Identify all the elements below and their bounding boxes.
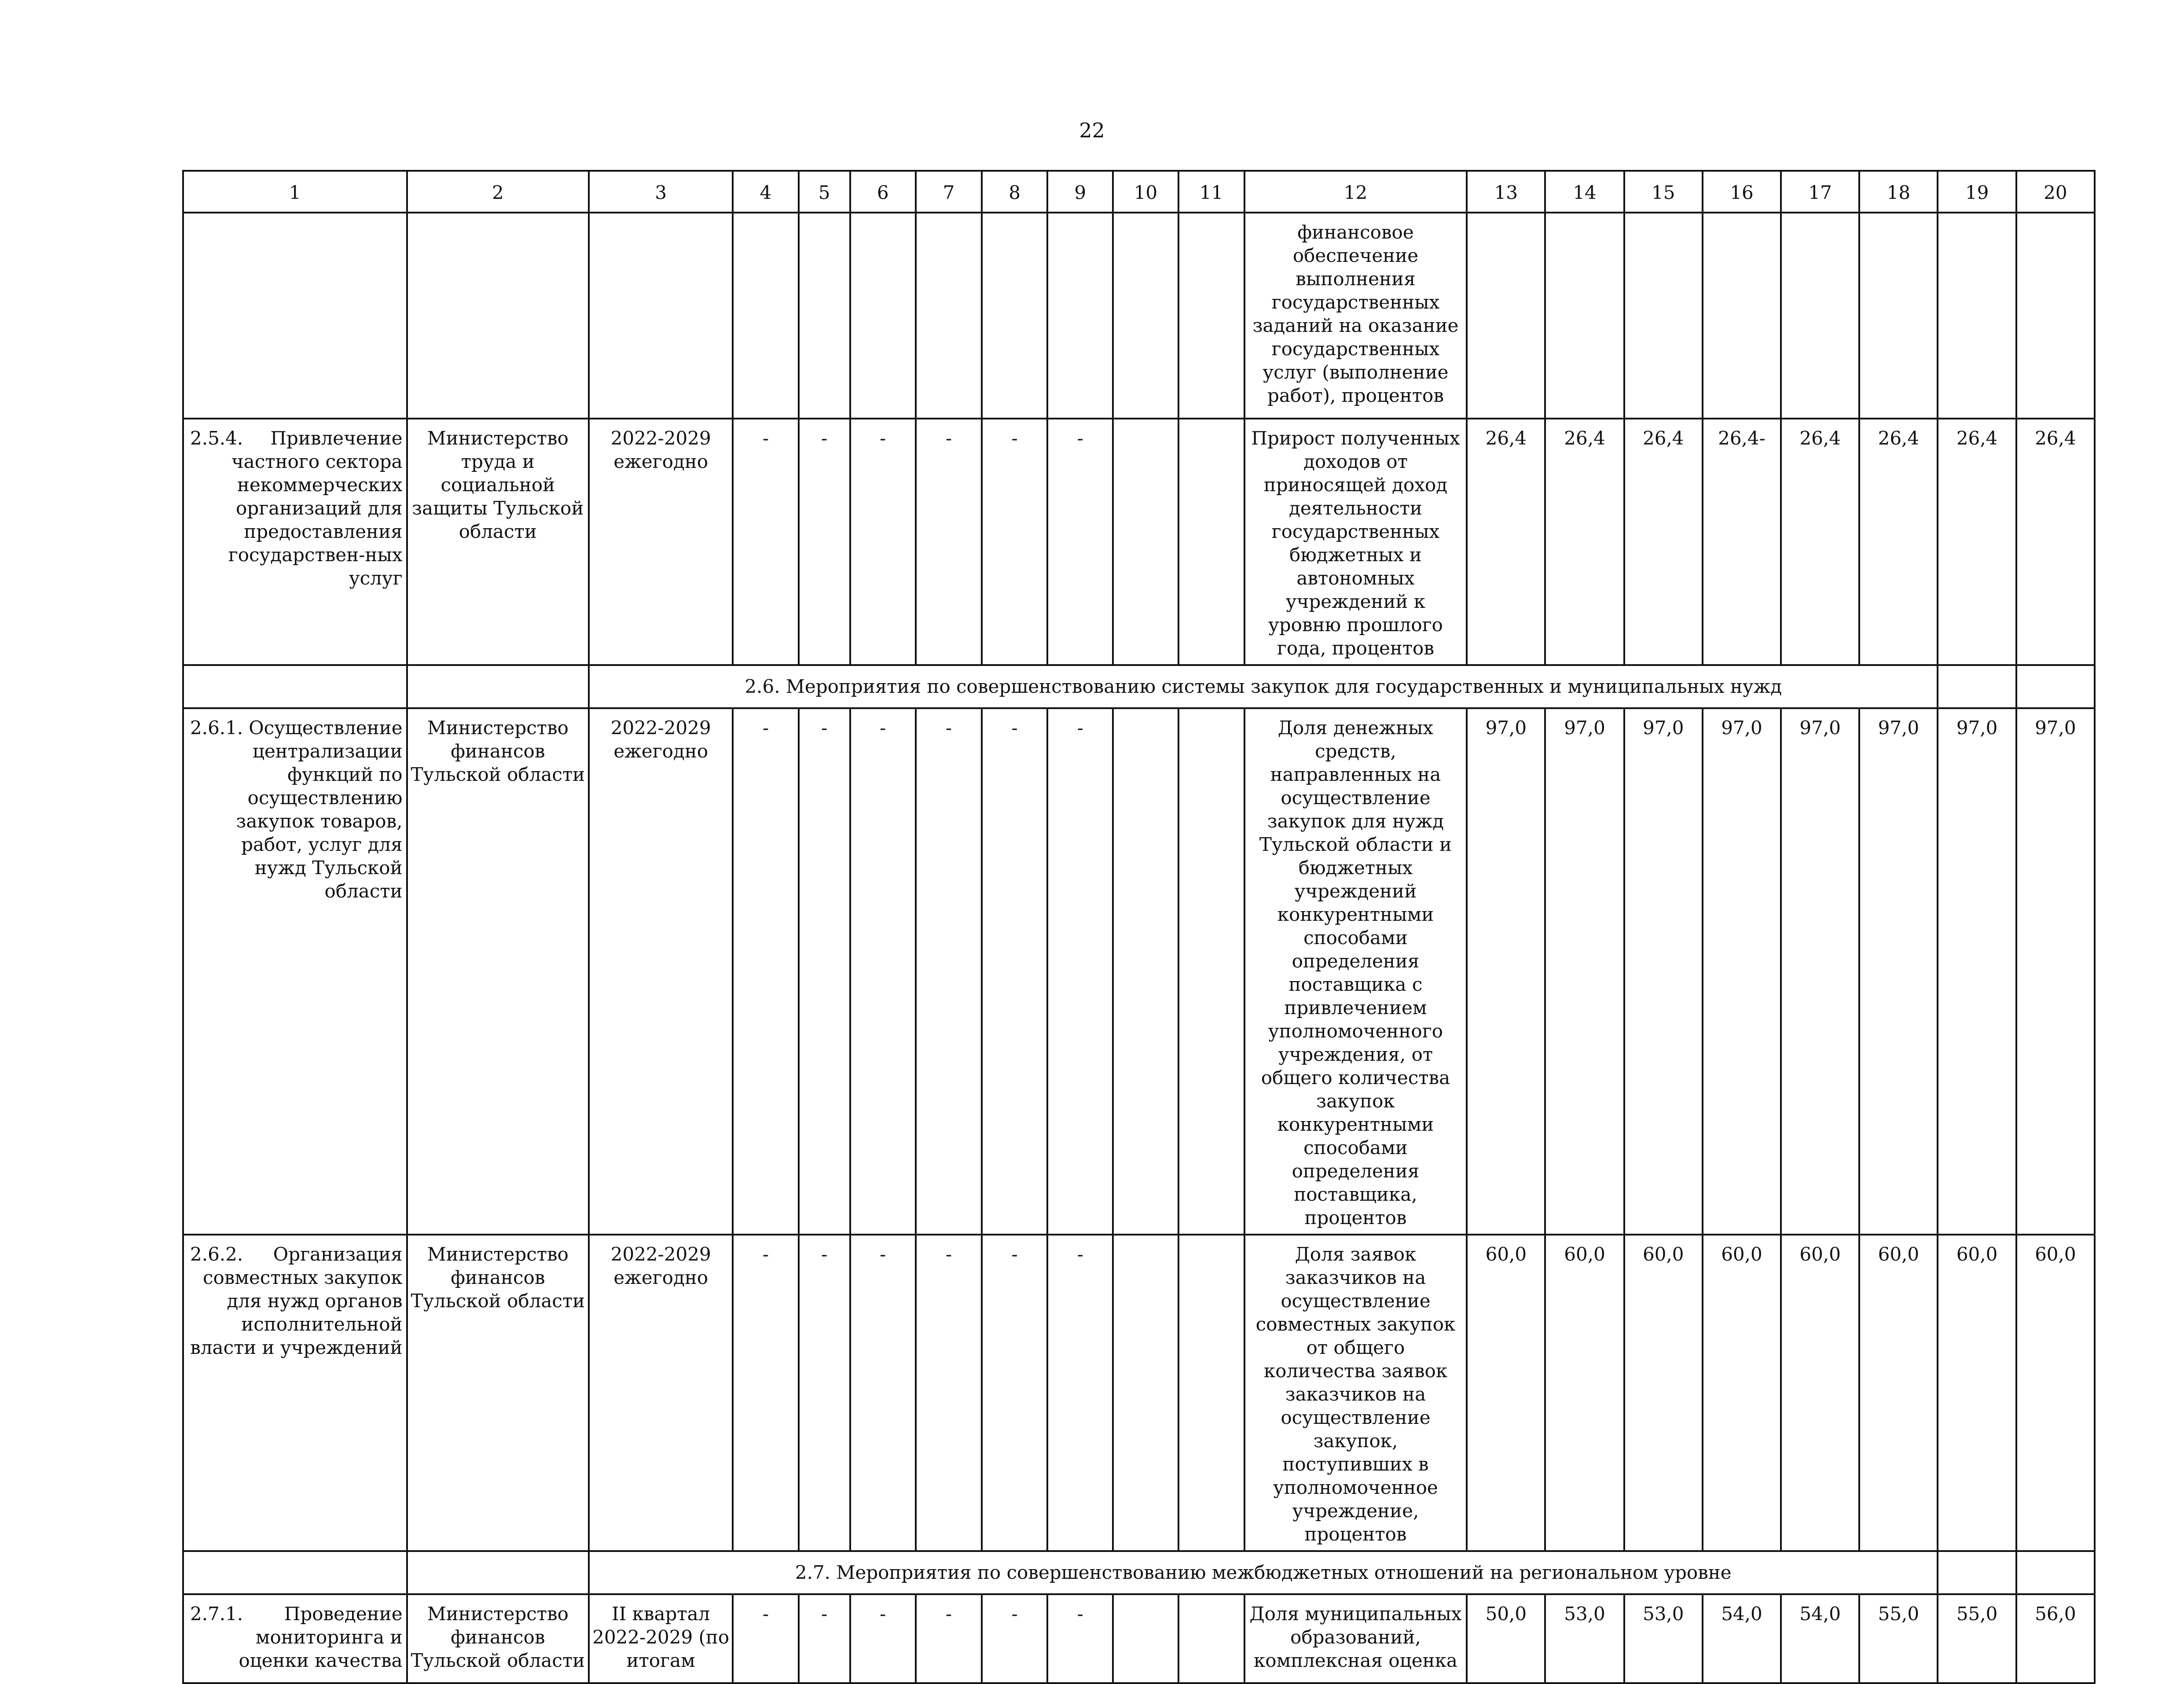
- table-cell: [1781, 213, 1859, 419]
- measure-number: 2.7.1.: [190, 1603, 243, 1625]
- table-cell: [1859, 213, 1938, 419]
- value-cell: 60,0: [1703, 1235, 1781, 1551]
- table-cell: [2016, 213, 2095, 419]
- table-cell: [1113, 1235, 1178, 1551]
- indicator-cell: Доля муниципальных образований, комплексная оценка: [1244, 1594, 1467, 1683]
- header-cell: 7: [916, 171, 982, 213]
- table-cell: -: [850, 708, 916, 1235]
- section-title: 2.7. Мероприятия по совершенствованию межбюджетных отношений на региональном уровне: [589, 1551, 1938, 1594]
- table-cell: [1113, 1594, 1178, 1683]
- table-cell: [1178, 1594, 1244, 1683]
- table-cell: -: [799, 1235, 850, 1551]
- value-cell: 60,0: [2016, 1235, 2095, 1551]
- value-cell: 50,0: [1467, 1594, 1545, 1683]
- measure-name-cell: [183, 708, 407, 1235]
- page-number: 22: [1079, 118, 1105, 142]
- table-row: [183, 213, 2095, 419]
- table-cell: [1938, 665, 2016, 708]
- header-cell: 14: [1545, 171, 1624, 213]
- header-cell: 11: [1178, 171, 1244, 213]
- table-cell: [407, 665, 589, 708]
- measure-name: Осуществление централизации функций по осуществлению закупок товаров, работ, услуг для нужд Тульской области: [236, 717, 403, 902]
- executor-cell: Министерство финансов Тульской области: [407, 1594, 589, 1683]
- table-cell: -: [799, 419, 850, 665]
- table-cell: -: [850, 1594, 916, 1683]
- header-cell: 15: [1624, 171, 1703, 213]
- table-cell: -: [733, 708, 798, 1235]
- measure-name-cell: [183, 419, 407, 665]
- section-row: [183, 1551, 2095, 1594]
- header-cell: 17: [1781, 171, 1859, 213]
- indicator-cell: финансовое обеспечение выполнения государственных заданий на оказание государственных услуг (выполнение работ), процентов: [1244, 213, 1467, 419]
- table-cell: [799, 213, 850, 419]
- table-cell: [183, 213, 407, 419]
- table-cell: [1178, 1235, 1244, 1551]
- table-header-row: [183, 171, 2095, 213]
- table-row: [183, 1594, 2095, 1683]
- value-cell: 56,0: [2016, 1594, 2095, 1683]
- value-cell: 60,0: [1859, 1235, 1938, 1551]
- table-cell: [1113, 708, 1178, 1235]
- table-cell: -: [733, 1594, 798, 1683]
- header-cell: 4: [733, 171, 798, 213]
- table-cell: [183, 1551, 407, 1594]
- value-cell: 97,0: [1938, 708, 2016, 1235]
- header-cell: 1: [183, 171, 407, 213]
- period-cell: 2022-2029 ежегодно: [589, 1235, 733, 1551]
- table-cell: [407, 1551, 589, 1594]
- value-cell: 60,0: [1545, 1235, 1624, 1551]
- table-row: [183, 1235, 2095, 1551]
- value-cell: 54,0: [1703, 1594, 1781, 1683]
- indicator-cell: Доля заявок заказчиков на осуществление совместных закупок от общего количества заявок заказчиков на осуществление закупок, поступивших в уполномоченное учреждение, процентов: [1244, 1235, 1467, 1551]
- table-cell: [916, 213, 982, 419]
- table-cell: -: [799, 708, 850, 1235]
- table-row: [183, 708, 2095, 1235]
- measure-name-cell: [183, 1235, 407, 1551]
- period-cell: II квартал 2022-2029 (по итогам: [589, 1594, 733, 1683]
- value-cell: 97,0: [1545, 708, 1624, 1235]
- measure-name-cell: [183, 1594, 407, 1683]
- value-cell: 26,4: [1938, 419, 2016, 665]
- value-cell: 26,4: [1624, 419, 1703, 665]
- section-row: [183, 665, 2095, 708]
- value-cell: 60,0: [1938, 1235, 2016, 1551]
- table-cell: -: [916, 1594, 982, 1683]
- value-cell: 97,0: [1703, 708, 1781, 1235]
- table-cell: [1113, 213, 1178, 419]
- indicator-cell: Доля денежных средств, направленных на осуществление закупок для нужд Тульской области и бюджетных учреждений конкурентными способами определения поставщика с привлечением уполномоченного учреждения, от общего количества закупок конкурентными способами определения поставщика, процентов: [1244, 708, 1467, 1235]
- header-cell: 2: [407, 171, 589, 213]
- table-cell: -: [1047, 1235, 1113, 1551]
- value-cell: 60,0: [1624, 1235, 1703, 1551]
- table-cell: -: [733, 419, 798, 665]
- table-cell: -: [982, 708, 1047, 1235]
- indicator-cell: Прирост полученных доходов от приносящей доход деятельности государственных бюджетных и автономных учреждений к уровню прошлого года, процентов: [1244, 419, 1467, 665]
- table-cell: -: [982, 419, 1047, 665]
- table-cell: [1047, 213, 1113, 419]
- program-measures-table: [182, 170, 2096, 1684]
- value-cell: 53,0: [1545, 1594, 1624, 1683]
- table-cell: [1113, 419, 1178, 665]
- table-cell: [589, 213, 733, 419]
- header-cell: 9: [1047, 171, 1113, 213]
- table-cell: [1545, 213, 1624, 419]
- value-cell: 60,0: [1467, 1235, 1545, 1551]
- measure-name: Организация совместных закупок для нужд органов исполнительной власти и учреждений: [190, 1243, 403, 1358]
- value-cell: 26,4: [1781, 419, 1859, 665]
- table-cell: [1178, 419, 1244, 665]
- table-cell: [1178, 213, 1244, 419]
- program-table-container: [182, 170, 2096, 1684]
- table-cell: [850, 213, 916, 419]
- value-cell: 97,0: [2016, 708, 2095, 1235]
- table-cell: [183, 665, 407, 708]
- value-cell: 53,0: [1624, 1594, 1703, 1683]
- executor-cell: Министерство труда и социальной защиты Тульской области: [407, 419, 589, 665]
- header-cell: 13: [1467, 171, 1545, 213]
- table-cell: [1467, 213, 1545, 419]
- period-cell: 2022-2029 ежегодно: [589, 708, 733, 1235]
- measure-name: Привлечение частного сектора некоммерческих организаций для предоставления государствен-ных услуг: [228, 427, 403, 589]
- table-row: [183, 419, 2095, 665]
- table-cell: [1938, 213, 2016, 419]
- table-cell: -: [799, 1594, 850, 1683]
- header-cell: 19: [1938, 171, 2016, 213]
- table-cell: [2016, 1551, 2095, 1594]
- table-cell: -: [1047, 419, 1113, 665]
- header-cell: 6: [850, 171, 916, 213]
- value-cell: 55,0: [1938, 1594, 2016, 1683]
- table-cell: -: [916, 1235, 982, 1551]
- table-cell: -: [982, 1594, 1047, 1683]
- table-cell: -: [982, 1235, 1047, 1551]
- measure-name: Проведение мониторинга и оценки качества: [239, 1603, 403, 1671]
- value-cell: 55,0: [1859, 1594, 1938, 1683]
- section-title: 2.6. Мероприятия по совершенствованию системы закупок для государственных и муниципальных нужд: [589, 665, 1938, 708]
- table-cell: -: [916, 708, 982, 1235]
- table-cell: -: [850, 419, 916, 665]
- table-cell: -: [1047, 1594, 1113, 1683]
- table-cell: [733, 213, 798, 419]
- table-cell: [1938, 1551, 2016, 1594]
- table-cell: [407, 213, 589, 419]
- table-cell: [1624, 213, 1703, 419]
- value-cell: 97,0: [1781, 708, 1859, 1235]
- table-cell: [1703, 213, 1781, 419]
- value-cell: 26,4: [2016, 419, 2095, 665]
- value-cell: 26,4: [1859, 419, 1938, 665]
- table-cell: -: [916, 419, 982, 665]
- value-cell: 26,4: [1467, 419, 1545, 665]
- table-cell: [982, 213, 1047, 419]
- header-cell: 5: [799, 171, 850, 213]
- measure-number: 2.5.4.: [190, 427, 243, 449]
- table-cell: -: [1047, 708, 1113, 1235]
- value-cell: 60,0: [1781, 1235, 1859, 1551]
- header-cell: 10: [1113, 171, 1178, 213]
- value-cell: 54,0: [1781, 1594, 1859, 1683]
- header-cell: 18: [1859, 171, 1938, 213]
- table-cell: -: [733, 1235, 798, 1551]
- period-cell: 2022-2029 ежегодно: [589, 419, 733, 665]
- table-cell: [2016, 665, 2095, 708]
- header-cell: 20: [2016, 171, 2095, 213]
- header-cell: 8: [982, 171, 1047, 213]
- value-cell: 26,4: [1545, 419, 1624, 665]
- table-cell: -: [850, 1235, 916, 1551]
- value-cell: 97,0: [1859, 708, 1938, 1235]
- header-cell: 3: [589, 171, 733, 213]
- value-cell: 97,0: [1467, 708, 1545, 1235]
- header-cell: 16: [1703, 171, 1781, 213]
- executor-cell: Министерство финансов Тульской области: [407, 708, 589, 1235]
- value-cell: 97,0: [1624, 708, 1703, 1235]
- measure-number: 2.6.1.: [190, 717, 243, 739]
- measure-number: 2.6.2.: [190, 1243, 243, 1265]
- table-cell: [1178, 708, 1244, 1235]
- executor-cell: Министерство финансов Тульской области: [407, 1235, 589, 1551]
- header-cell: 12: [1244, 171, 1467, 213]
- value-cell: 26,4-: [1703, 419, 1781, 665]
